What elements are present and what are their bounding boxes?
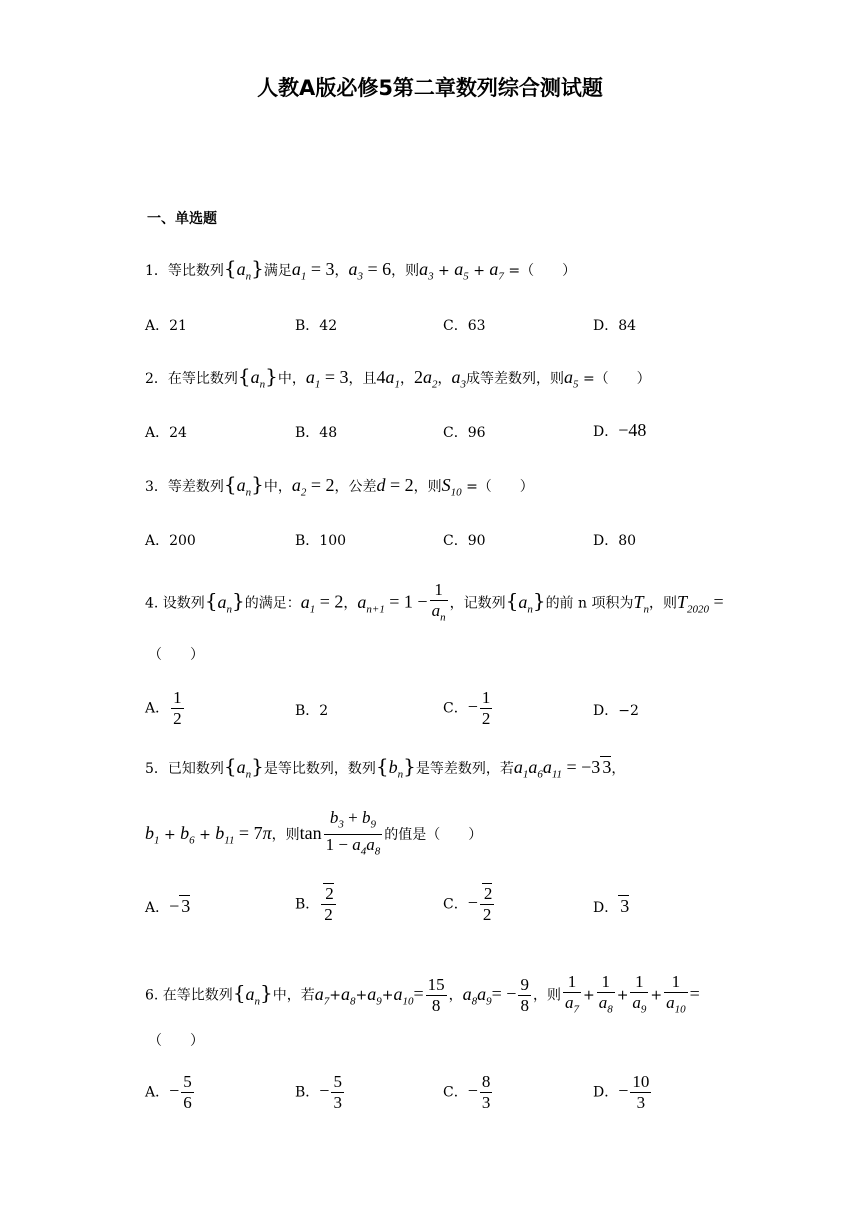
q1-option-c[interactable]: C．63: [443, 318, 486, 334]
question-5-line-2: $b_1 + b_6 + b_{11} = 7\pi$，则tan $\frac{b_3 + b_9}{1 - a_4a_8}$ 的值是（ ）: [145, 808, 483, 858]
page-title: 人教A版必修5第二章数列综合测试题: [257, 76, 603, 100]
q4-option-c[interactable]: C．− $\frac{1}{2}$: [443, 688, 491, 728]
q2-option-d[interactable]: D．−48: [593, 420, 647, 440]
q5-option-b[interactable]: B． $\frac{2}{2}$: [295, 884, 334, 924]
q6-option-a[interactable]: A．− $\frac{5}{6}$: [145, 1072, 192, 1112]
q1-option-b[interactable]: B．42: [295, 318, 338, 334]
q2-option-b[interactable]: B．48: [295, 425, 338, 441]
q5-option-c[interactable]: C．− $\frac{2}{2}$: [443, 884, 493, 924]
question-1: 1．等比数列$\{a_n\}$满足$a_1 = 3$，$a_3 = 6$，则$a_3 + a_5 + a_7$ =（ ）: [145, 256, 577, 283]
q3-option-d[interactable]: D．80: [593, 533, 637, 549]
section-heading: 一、单选题: [147, 211, 217, 227]
q6-option-d[interactable]: D．− $\frac{10}{3}$: [593, 1072, 650, 1112]
question-4: 4. 设数列$\{a_n\}$的满足：$a_1 = 2$，$a_{n+1} = 1$ − $\frac{1}{a_n}$ ，记数列$\{a_n\}$的前 n 项积为$T_n$，则$T_{2020}$ =: [145, 580, 724, 624]
q4-option-d[interactable]: D．−2: [593, 703, 639, 719]
question-6: 6. 在等比数列$\{a_n\}$中，若$a_7+a_8+a_9+a_{10}=$ $\frac{15}{8}$ ，$a_8a_9=$ − $\frac{9}{8}$ ，则 $\frac{1}{a_7}$ + $\frac{1}{a_8}$ + $\frac{1}{a_9}$ + $\frac{1}{a_{10}}$ =: [145, 972, 700, 1016]
question-2: 2．在等比数列$\{a_n\}$中，$a_1 = 3$，且$4a_1$，$2a_2$，$a_3$成等差数列，则$a_5$ =（ ）: [145, 364, 651, 391]
q3-option-b[interactable]: B．100: [295, 533, 347, 549]
q6-option-b[interactable]: B．− $\frac{5}{3}$: [295, 1072, 342, 1112]
q2-option-a[interactable]: A．24: [145, 425, 187, 441]
q4-option-a[interactable]: A． $\frac{1}{2}$: [145, 688, 182, 728]
q4-option-b[interactable]: B．2: [295, 703, 329, 719]
question-5: 5．已知数列$\{a_n\}$是等比数列，数列$\{b_n\}$是等差数列，若$a_1a_6a_{11} = -3$ 3，: [145, 754, 626, 781]
q4-paren: （ ）: [148, 647, 204, 663]
question-3: 3．等差数列$\{a_n\}$中，$a_2 = 2$，公差d = 2，则$S_{10}$ =（ ）: [145, 472, 534, 499]
q6-option-c[interactable]: C．− $\frac{8}{3}$: [443, 1072, 491, 1112]
q6-paren: （ ）: [148, 1033, 204, 1049]
q3-option-a[interactable]: A．200: [145, 533, 196, 549]
q1-label: 1．等比数列: [145, 263, 224, 279]
q2-option-c[interactable]: C．96: [443, 425, 486, 441]
q5-option-d[interactable]: D． 3: [593, 896, 630, 916]
q3-option-c[interactable]: C．90: [443, 533, 486, 549]
q1-option-a[interactable]: A．21: [145, 318, 187, 334]
q5-option-a[interactable]: A．− 3: [145, 896, 191, 916]
q1-option-d[interactable]: D．84: [593, 318, 637, 334]
